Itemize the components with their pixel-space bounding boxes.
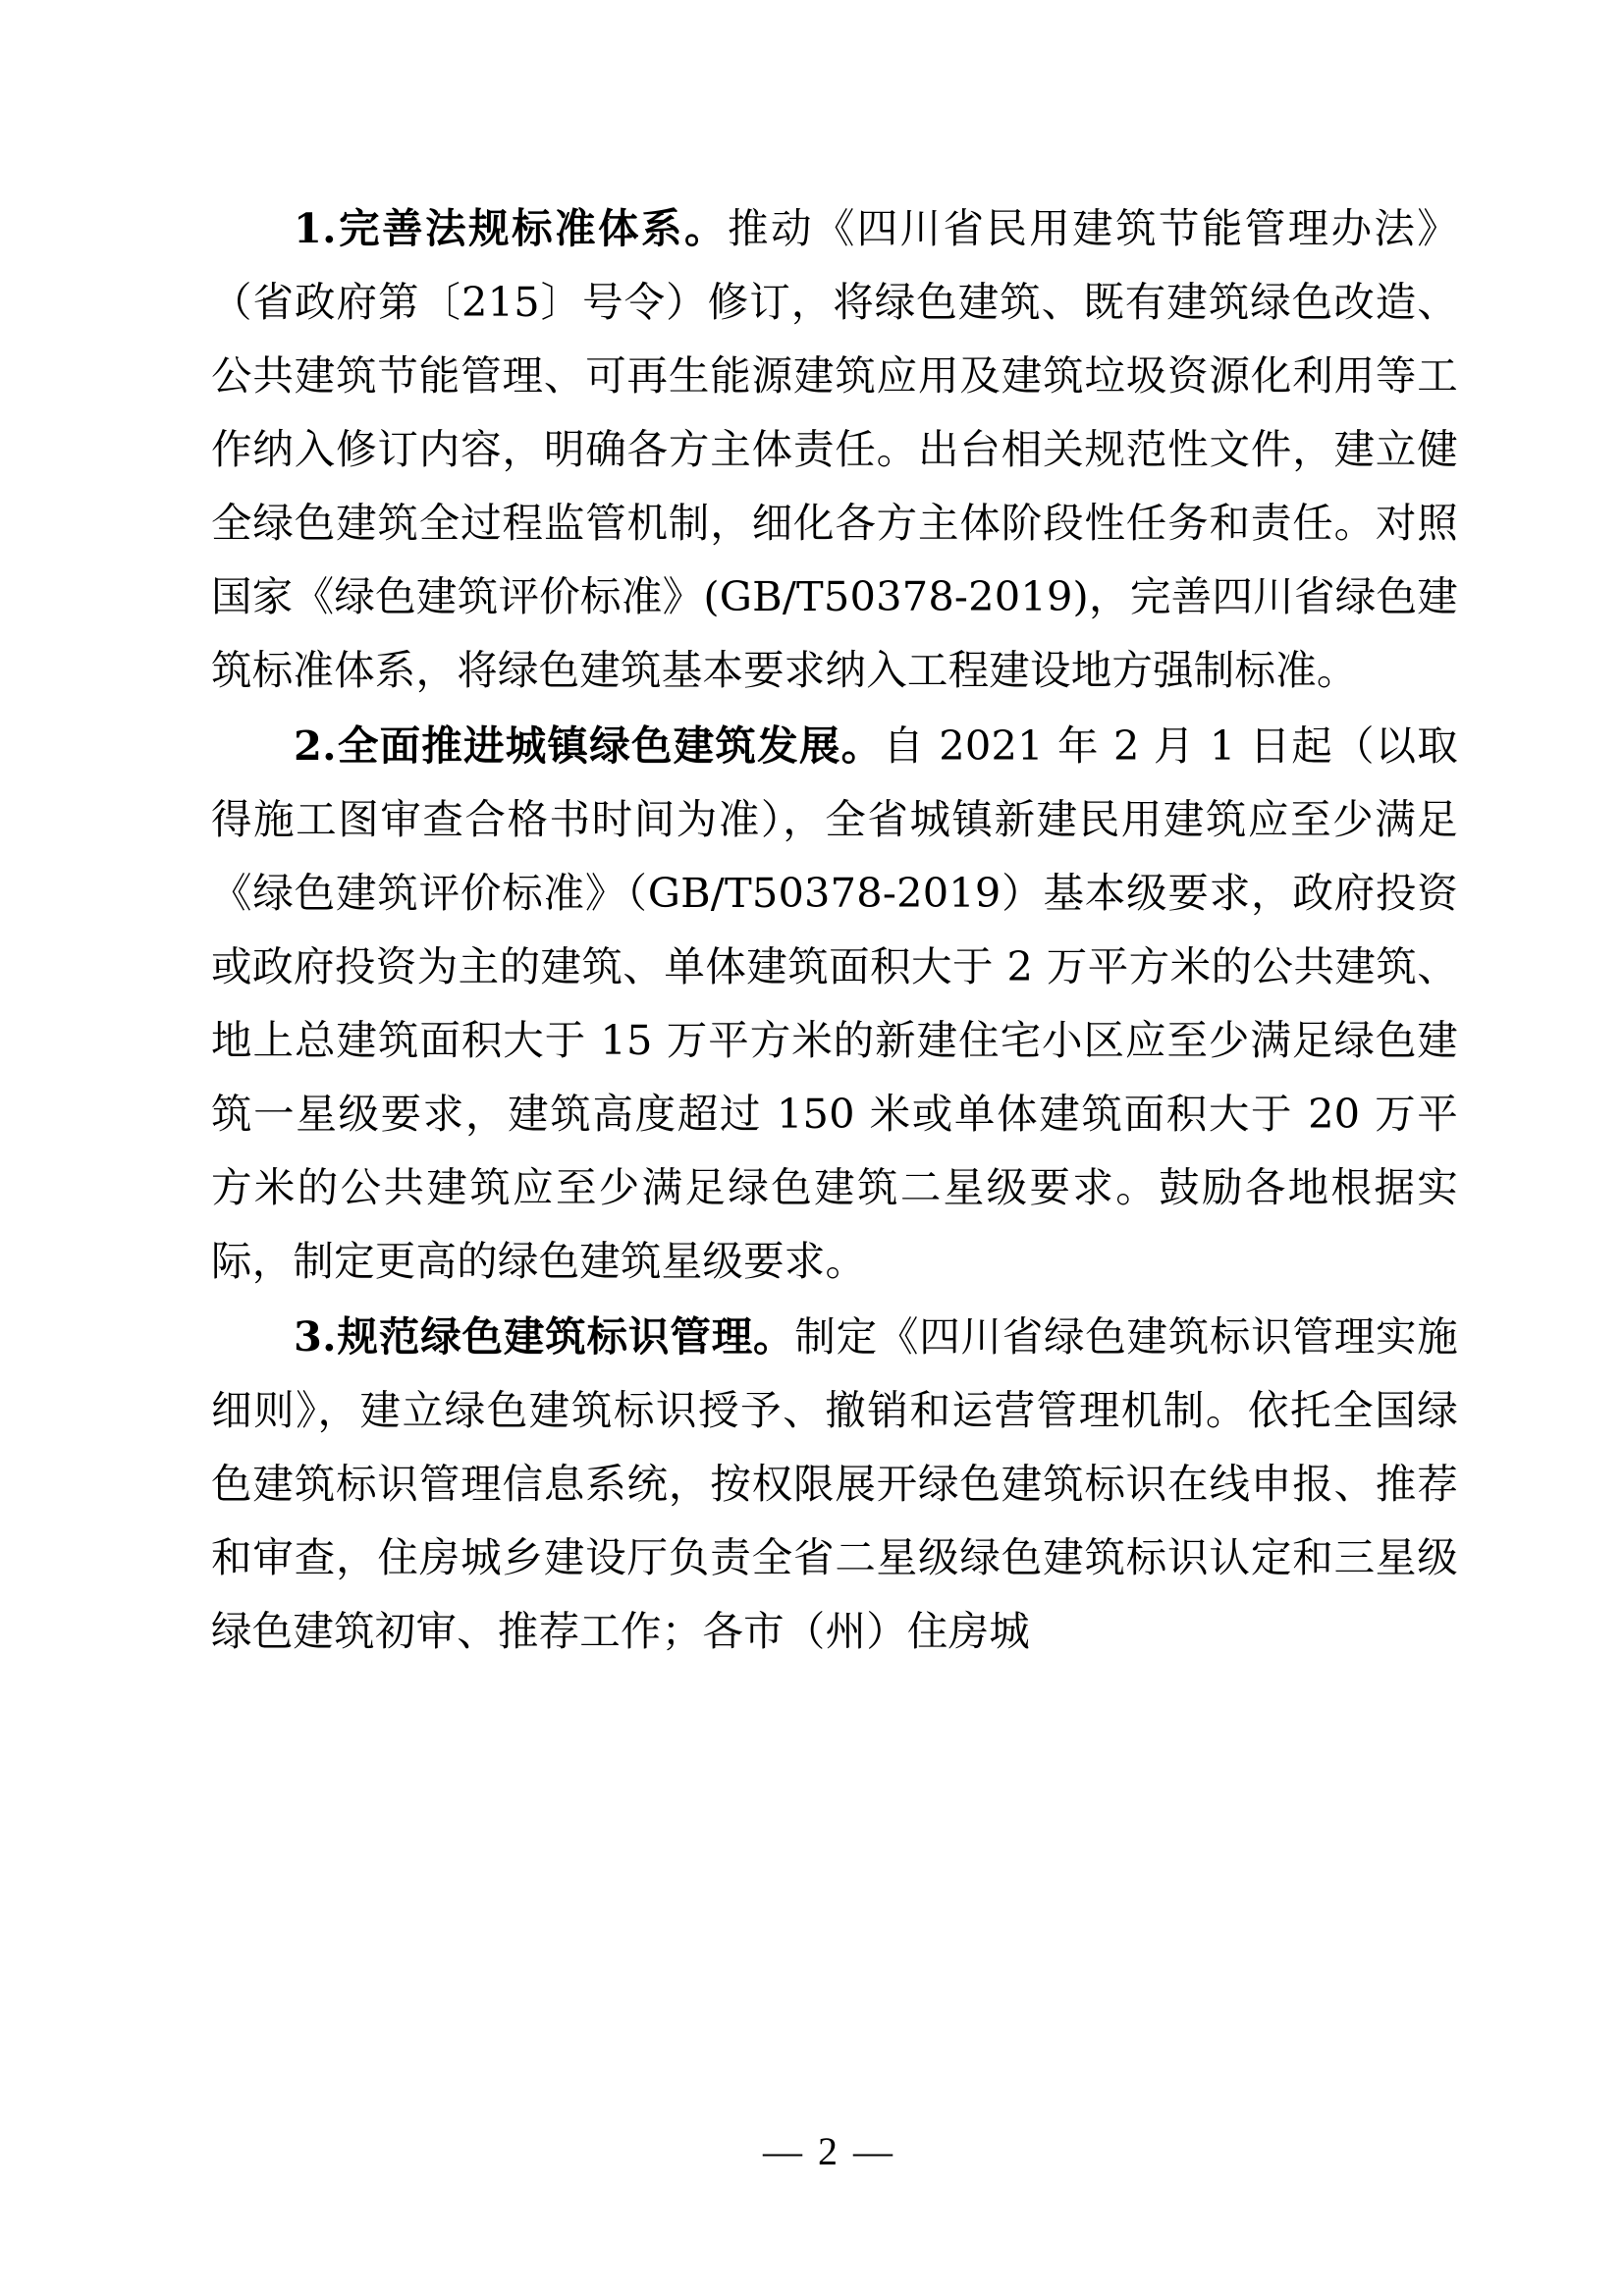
paragraph-1 bbox=[211, 191, 1458, 707]
paragraph-3-lead: 3.规范绿色建筑标识管理。 bbox=[294, 1312, 795, 1361]
page-number: — 2 — bbox=[763, 2129, 895, 2173]
paragraph-2-text: 自 2021 年 2 月 1 日起（以取得施工图审查合格书时间为准），全省城镇新建民用建筑应至少满足《绿色建筑评价标准》（GB/T50378-2019）基本级要求，政府投资或政府投资为主的建筑、单体建筑面积大于 2 万平方米的公共建筑、地上总建筑面积大于 15 万平方米的新建住宅小区应至少满足绿色建筑一星级要求，建筑高度超过 150 米或单体建筑面积大于 20 万平方米的公共建筑应至少满足绿色建筑二星级要求。鼓励各地根据实际，制定更高的绿色建筑星级要求。 bbox=[211, 721, 1458, 1285]
paragraph-3-text: 制定《四川省绿色建筑标识管理实施细则》，建立绿色建筑标识授予、撤销和运营管理机制。依托全国绿色建筑标识管理信息系统，按权限展开绿色建筑标识在线申报、推荐和审查，住房城乡建设厅负责全省二星级绿色建筑标识认定和三星级绿色建筑初审、推荐工作；各市（州）住房城 bbox=[211, 1312, 1458, 1655]
document-body bbox=[211, 191, 1458, 1668]
paragraph-2-lead: 2.全面推进城镇绿色建筑发展。 bbox=[294, 721, 884, 770]
paragraph-1-text: 推动《四川省民用建筑节能管理办法》（省政府第〔215〕号令）修订，将绿色建筑、既有建筑绿色改造、公共建筑节能管理、可再生能源建筑应用及建筑垃圾资源化利用等工作纳入修订内容，明确各方主体责任。出台相关规范性文件，建立健全绿色建筑全过程监管机制，细化各方主体阶段性任务和责任。对照国家《绿色建筑评价标准》(GB/T50378-2019)，完善四川省绿色建筑标准体系，将绿色建筑基本要求纳入工程建设地方强制标准。 bbox=[211, 204, 1459, 694]
paragraph-1-lead: 1.完善法规标准体系。 bbox=[294, 204, 729, 252]
paragraph-3 bbox=[211, 1300, 1458, 1668]
paragraph-2 bbox=[211, 709, 1458, 1298]
